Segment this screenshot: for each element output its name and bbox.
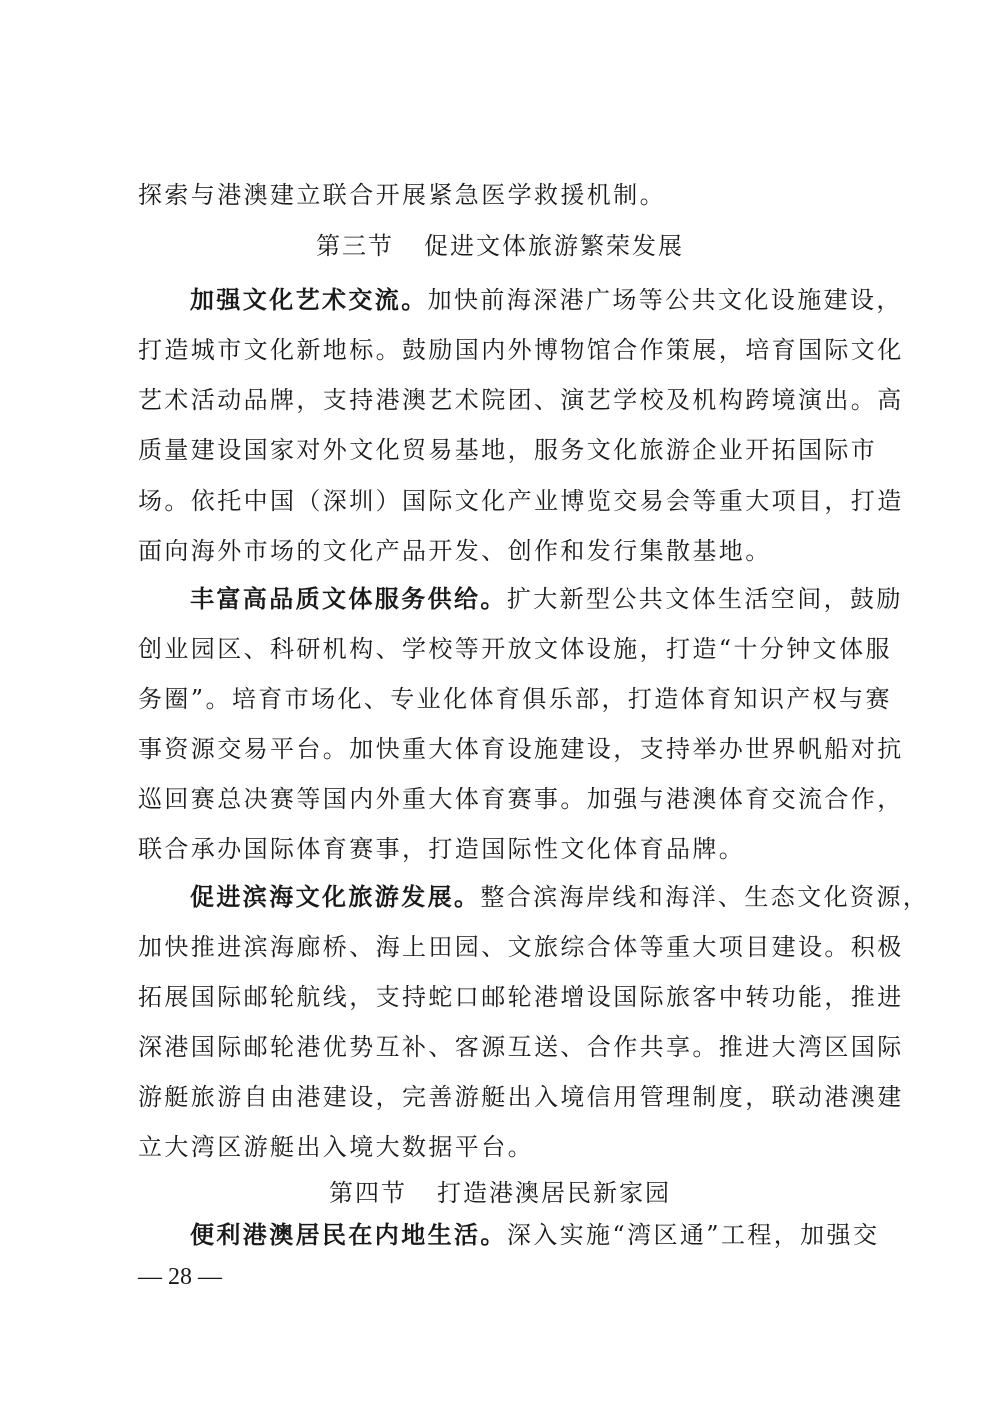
body-line: 场。依托中国（深圳）国际文化产业博览交易会等重大项目，打造 [138, 487, 904, 515]
page-number: — 28 — [138, 1264, 222, 1290]
section-heading-4 [0, 1178, 1000, 1208]
body-line: 质量建设国家对外文化贸易基地，服务文化旅游企业开拓国际市 [138, 436, 878, 464]
section-number: 第三节 [316, 232, 394, 260]
paragraph-lead: 加强文化艺术交流。 [190, 285, 428, 314]
paragraph-lead: 丰富高品质文体服务供给。 [190, 584, 507, 613]
section-number: 第四节 [329, 1179, 407, 1207]
body-line: 深港国际邮轮港优势互补、客源互送、合作共享。推进大湾区国际 [138, 1033, 904, 1061]
paragraph-first-line [190, 285, 903, 315]
paragraph-text: 深入实施“湾区通”工程，加强交 [506, 1221, 880, 1249]
paragraph-lead: 促进滨海文化旅游发展。 [190, 882, 481, 911]
body-line: 务圈”。培育市场化、专业化体育俱乐部，打造体育知识产权与赛 [138, 685, 892, 713]
section-title: 打造港澳居民新家园 [437, 1179, 671, 1207]
paragraph-text: 整合滨海岸线和海洋、生态文化资源， [480, 883, 930, 911]
body-line: 立大湾区游艇出入境大数据平台。 [138, 1133, 534, 1161]
paragraph-text: 扩大新型公共文体生活空间，鼓励 [506, 585, 903, 613]
body-line: 打造城市文化新地标。鼓励国内外博物馆合作策展，培育国际文化 [138, 336, 904, 364]
section-heading-3 [0, 231, 1000, 261]
paragraph-lead: 便利港澳居民在内地生活。 [190, 1220, 507, 1249]
body-line: 巡回赛总决赛等国内外重大体育赛事。加强与港澳体育交流合作， [138, 785, 904, 813]
body-line: 艺术活动品牌，支持港澳艺术院团、演艺学校及机构跨境演出。高 [138, 386, 904, 414]
body-line: 面向海外市场的文化产品开发、创作和发行集散基地。 [138, 537, 772, 565]
paragraph-first-line [190, 882, 930, 912]
paragraph-first-line [190, 1220, 880, 1250]
body-line: 联合承办国际体育赛事，打造国际性文化体育品牌。 [138, 835, 746, 863]
body-line: 拓展国际邮轮航线，支持蛇口邮轮港增设国际旅客中转功能，推进 [138, 983, 904, 1011]
body-line: 事资源交易平台。加快重大体育设施建设，支持举办世界帆船对抗 [138, 735, 904, 763]
body-line: 创业园区、科研机构、学校等开放文体设施，打造“十分钟文体服 [138, 635, 892, 663]
paragraph-text: 加快前海深港广场等公共文化设施建设， [427, 286, 903, 314]
body-line: 游艇旅游自由港建设，完善游艇出入境信用管理制度，联动港澳建 [138, 1083, 904, 1111]
body-line: 探索与港澳建立联合开展紧急医学救援机制。 [138, 181, 666, 209]
body-line: 加快推进滨海廊桥、海上田园、文旅综合体等重大项目建设。积极 [138, 933, 904, 961]
paragraph-first-line [190, 584, 903, 614]
section-title: 促进文体旅游繁荣发展 [424, 232, 684, 260]
